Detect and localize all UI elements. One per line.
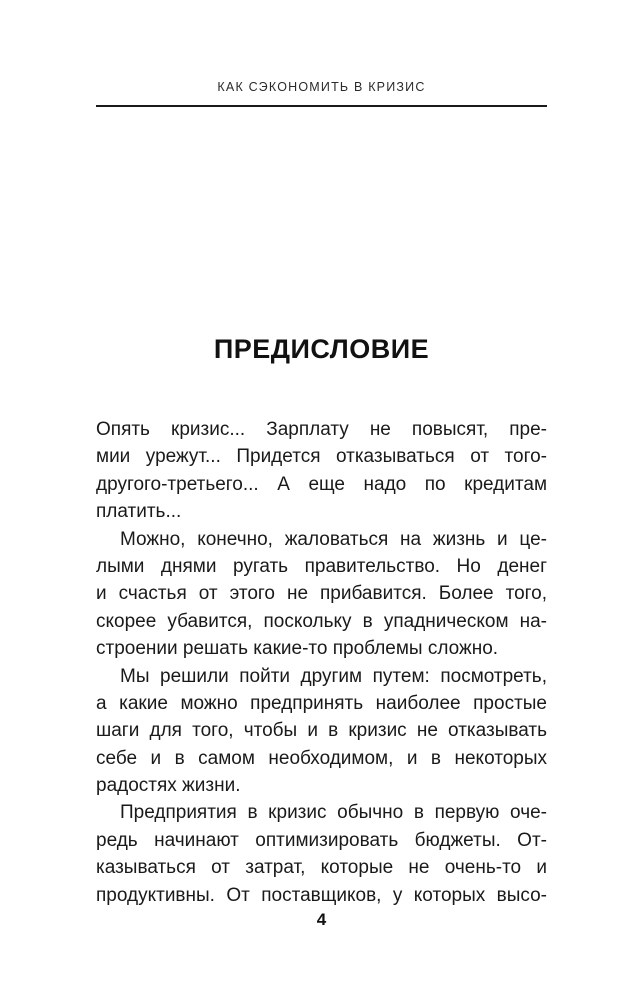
- chapter-title: ПРЕДИСЛОВИЕ: [213, 334, 430, 364]
- text-line: мии урежут... Придется отказываться от того-: [96, 446, 547, 468]
- page-number: 4: [316, 910, 327, 929]
- text-line: редь начинают оптимизировать бюджеты. От-: [96, 829, 547, 851]
- text-line: Можно, конечно, жаловаться на жизнь и це-: [120, 528, 547, 550]
- running-header: КАК СЭКОНОМИТЬ В КРИЗИС: [217, 80, 426, 94]
- paragraph: [96, 663, 547, 800]
- text-line: а какие можно предпринять наиболее простые: [96, 692, 547, 714]
- text-line: платить...: [96, 501, 182, 523]
- text-line: скорее убавится, поскольку в упадническом на-: [96, 610, 547, 632]
- text-line: другого-третьего... А еще надо по кредитам: [96, 473, 547, 495]
- header-rule: [96, 105, 547, 107]
- text-line: строении решать какие-то проблемы сложно.: [96, 638, 499, 660]
- paragraph: [96, 416, 547, 526]
- paragraph: [96, 799, 547, 909]
- text-line: Опять кризис... Зарплату не повысят, пре-: [96, 419, 547, 440]
- text-line: лыми днями ругать правительство. Но денег: [96, 555, 547, 577]
- text-line: Мы решили пойти другим путем: посмотреть,: [120, 665, 547, 687]
- text-line: шаги для того, чтобы и в кризис не отказывать: [96, 720, 547, 742]
- text-line: Предприятия в кризис обычно в первую оче-: [120, 802, 547, 824]
- text-line: казываться от затрат, которые не очень-то и: [96, 857, 547, 879]
- paragraph: [96, 526, 547, 663]
- text-line: радостях жизни.: [96, 775, 241, 797]
- text-line: и счастья от этого не прибавится. Более того,: [96, 583, 547, 605]
- body-text: [96, 416, 547, 909]
- text-line: себе и в самом необходимом, и в некоторых: [96, 747, 547, 769]
- text-line: продуктивны. От поставщиков, у которых высо-: [96, 884, 547, 906]
